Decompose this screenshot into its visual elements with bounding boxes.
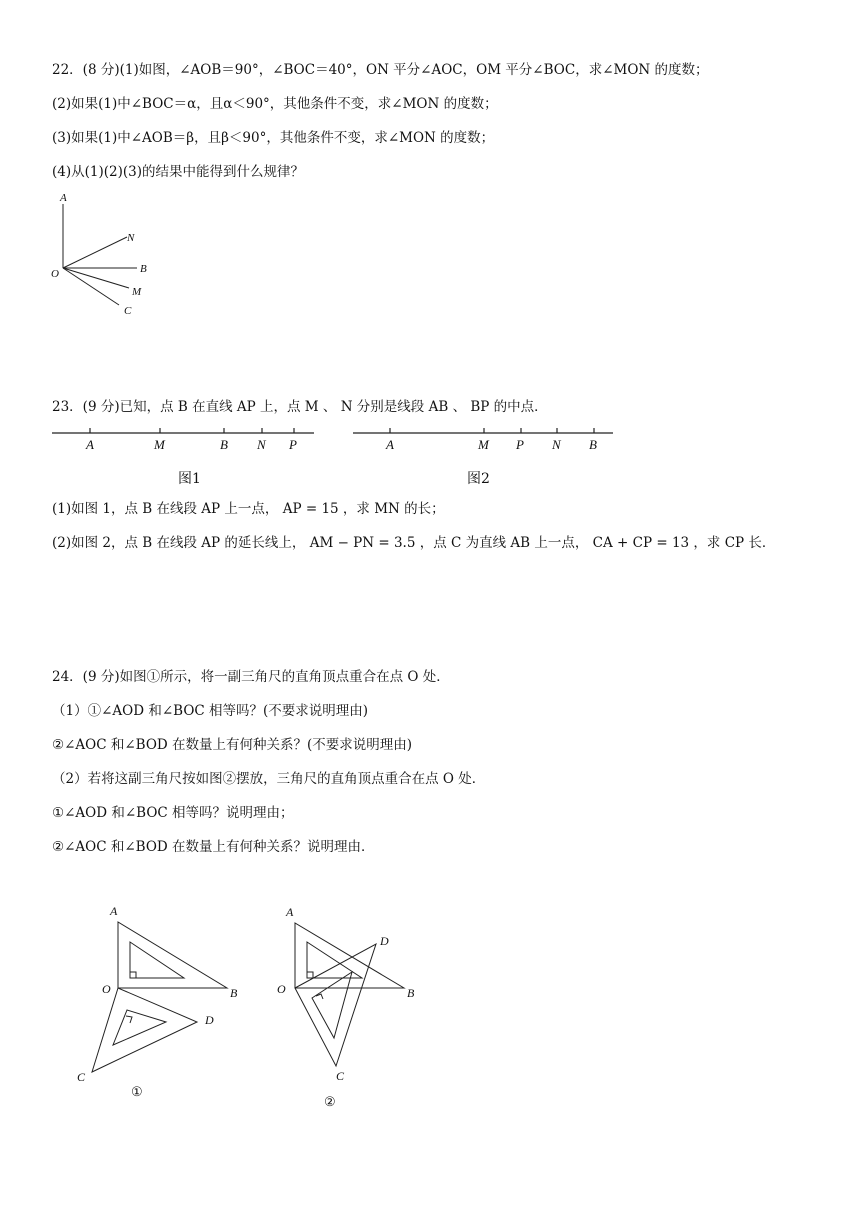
q24-line3: ②∠AOC 和∠BOD 在数量上有何种关系？(不要求说明理由) [52,737,413,753]
fig2-label-O: O [277,982,286,996]
q22-angle-figure [45,190,165,320]
set-square-AOB-inner [307,942,362,978]
fig2-point-M: M [478,437,489,452]
q23-fig1-caption: 图1 [178,471,201,487]
fig2-point-A: A [386,437,394,452]
q23-line2: (1)如图 1，点 B 在线段 AP 上一点， AP = 15 ，求 MN 的长； [52,501,445,517]
fig1-point-P: P [289,437,297,452]
right-angle-mark-2 [126,1016,132,1023]
q22-line3: (3)如果(1)中∠AOB＝β，且β＜90°，其他条件不变，求∠MON 的度数； [52,130,495,146]
q22-line4: (4)从(1)(2)(3)的结果中能得到什么规律？ [52,164,304,180]
fig1-label-C: C [77,1070,86,1084]
fig2-caption: ② [324,1094,336,1109]
set-square-COD-inner [113,1010,166,1045]
fig2-label-D: D [380,934,389,948]
ray-OC [63,268,119,305]
fig2-label-A: A [286,905,294,919]
ray-ON [63,237,127,268]
right-angle-mark-1 [307,972,313,978]
fig1-label-B: B [230,986,238,1000]
label-B: B [140,263,147,275]
label-N: N [127,232,135,244]
q24-line6: ②∠AOC 和∠BOD 在数量上有何种关系？说明理由． [52,839,375,855]
q24-figure1 [72,900,242,1100]
q23-figure2 [353,425,623,455]
fig2-point-P: P [516,437,524,452]
fig1-label-A: A [110,904,118,918]
fig1-caption: ① [131,1084,143,1099]
fig1-point-A: A [86,437,94,452]
set-square-AOB-inner [130,942,184,978]
q24-figure2 [272,900,442,1110]
fig2-label-C: C [336,1069,345,1083]
q22-line2: (2)如果(1)中∠BOC＝α，且α＜90°，其他条件不变，求∠MON 的度数； [52,96,498,112]
label-O: O [51,268,59,280]
set-square-COD-inner [312,972,352,1038]
label-M: M [132,286,142,298]
fig2-point-B: B [589,437,597,452]
set-square-COD [92,988,197,1072]
fig1-label-O: O [102,982,111,996]
fig2-point-N: N [552,437,561,452]
right-angle-mark-1 [130,972,136,978]
label-C: C [124,305,132,317]
fig1-label-D: D [205,1013,214,1027]
q24-line4: （2）若将这副三角尺按如图②摆放，三角尺的直角顶点重合在点 O 处． [52,771,486,787]
fig1-point-B: B [220,437,228,452]
q23-fig2-caption: 图2 [467,471,490,487]
q22-line1: 22．(8 分)(1)如图，∠AOB＝90°，∠BOC＝40°，ON 平分∠AOC，OM 平分∠BOC，求∠MON 的度数； [52,62,709,78]
fig1-point-N: N [257,437,266,452]
q23-figure1 [52,425,322,455]
fig1-point-M: M [154,437,165,452]
fig2-label-B: B [407,986,415,1000]
q23-line3: (2)如图 2，点 B 在线段 AP 的延长线上， AM − PN = 3.5 ，点 C 为直线 AB 上一点， CA + CP = 13 ，求 CP 长． [52,535,776,551]
label-A: A [60,192,67,204]
q24-line2: （1）①∠AOD 和∠BOC 相等吗？(不要求说明理由) [52,703,369,719]
q24-line5: ①∠AOD 和∠BOC 相等吗？说明理由； [52,805,294,821]
ray-OM [63,268,129,288]
q23-line1: 23．(9 分)已知，点 B 在直线 AP 上，点 M 、 N 分别是线段 AB 、 BP 的中点． [52,399,548,415]
q24-line1: 24．(9 分)如图①所示，将一副三角尺的直角顶点重合在点 O 处． [52,669,450,685]
